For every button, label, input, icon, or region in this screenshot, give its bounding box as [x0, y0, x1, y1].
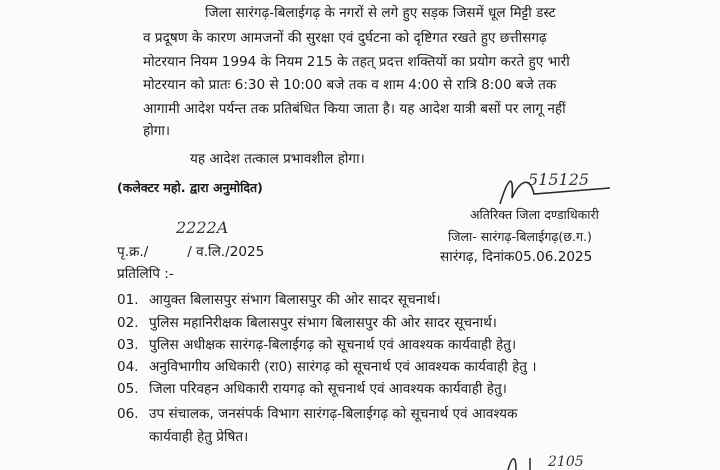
- order-line-2: व प्रदूषण के कारण आमजनों की सुरक्षा एवं दुर्घटना को दृष्टिगत रखते हुए छत्तीसगढ़: [143, 30, 547, 46]
- copy-item-text: उप संचालक, जनसंपर्क विभाग सारंगढ़-बिलाईगढ़ को सूचनार्थ एवं आवश्यक: [149, 406, 518, 422]
- copy-item-number: 05.: [117, 381, 139, 397]
- district-line: जिला- सारंगढ़-बिलाईगढ़(छ.ग.): [448, 229, 592, 244]
- copy-heading: प्रतिलिपि :-: [117, 266, 174, 282]
- approval-note: (कलेक्टर महो. द्वारा अनुमोदित): [117, 180, 263, 195]
- place-and-date: सारंगढ़, दिनांक05.06.2025: [440, 249, 593, 265]
- effective-statement: यह आदेश तत्काल प्रभावशील होगा।: [190, 151, 365, 167]
- copy-item-text: कार्यवाही हेतु प्रेषित।: [149, 429, 249, 445]
- order-line-4: मोटरयान को प्रातः 6:30 से 10:00 बजे तक व शाम 4:00 से रात्रि 8:00 बजे तक: [143, 77, 557, 93]
- order-line-1: जिला सारंगढ़-बिलाईगढ़ के नगरों से लगे हुए सड़क जिसमें धूल मिट्टी डस्ट: [205, 5, 556, 21]
- copy-item-4: [117, 358, 537, 376]
- copy-item-3: [117, 336, 516, 354]
- copy-item-2: [117, 314, 497, 332]
- order-line-3: मोटरयान नियम 1994 के नियम 215 के तहत् प्रदत्त शक्तियों का प्रयोग करते हुए भारी: [143, 54, 570, 70]
- copy-item-6-continued: [117, 428, 248, 446]
- copy-item-number: 01.: [117, 292, 139, 308]
- order-line-5: आगामी आदेश पर्यन्त तक प्रतिबंधित किया जाता है। यह आदेश यात्री बसों पर लागू नहीं: [143, 101, 566, 117]
- copy-item-text: जिला परिवहन अधिकारी रायगढ़ को सूचनार्थ एवं आवश्यक कार्यवाही हेतु।: [149, 381, 507, 397]
- handwritten-dispatch-number: 2222A: [176, 218, 229, 237]
- copy-item-text: अनुविभागीय अधिकारी (रा0) सारंगढ़ को सूचनार्थ एवं आवश्यक कार्यवाही हेतु ।: [149, 359, 537, 375]
- copy-item-1: [117, 291, 441, 309]
- copy-item-text: पुलिस अधीक्षक सारंगढ़-बिलाईगढ़ को सूचनार्थ एवं आवश्यक कार्यवाही हेतु।: [149, 337, 517, 353]
- copy-item-number: 06.: [117, 406, 139, 422]
- copy-item-number: 03.: [117, 337, 139, 353]
- copy-item-text: पुलिस महानिरीक्षक बिलासपुर संभाग बिलासपुर की ओर सादर सूचनार्थ।: [149, 315, 497, 331]
- signature-initials: 515125: [528, 170, 590, 189]
- copy-item-number: 02.: [117, 315, 139, 331]
- reference-number: पृ.क्र./ / व.लि./2025: [117, 244, 265, 260]
- copy-item-text: आयुक्त बिलासपुर संभाग बिलासपुर की ओर सादर सूचनार्थ।: [149, 292, 441, 308]
- bottom-initials: 2105: [548, 454, 584, 470]
- order-line-6: होगा।: [143, 123, 171, 139]
- copy-item-5: [117, 380, 507, 398]
- designation-line: अतिरिक्त जिला दण्डाधिकारी: [470, 207, 599, 222]
- copy-item-number: 04.: [117, 359, 139, 375]
- copy-item-6: [117, 405, 518, 423]
